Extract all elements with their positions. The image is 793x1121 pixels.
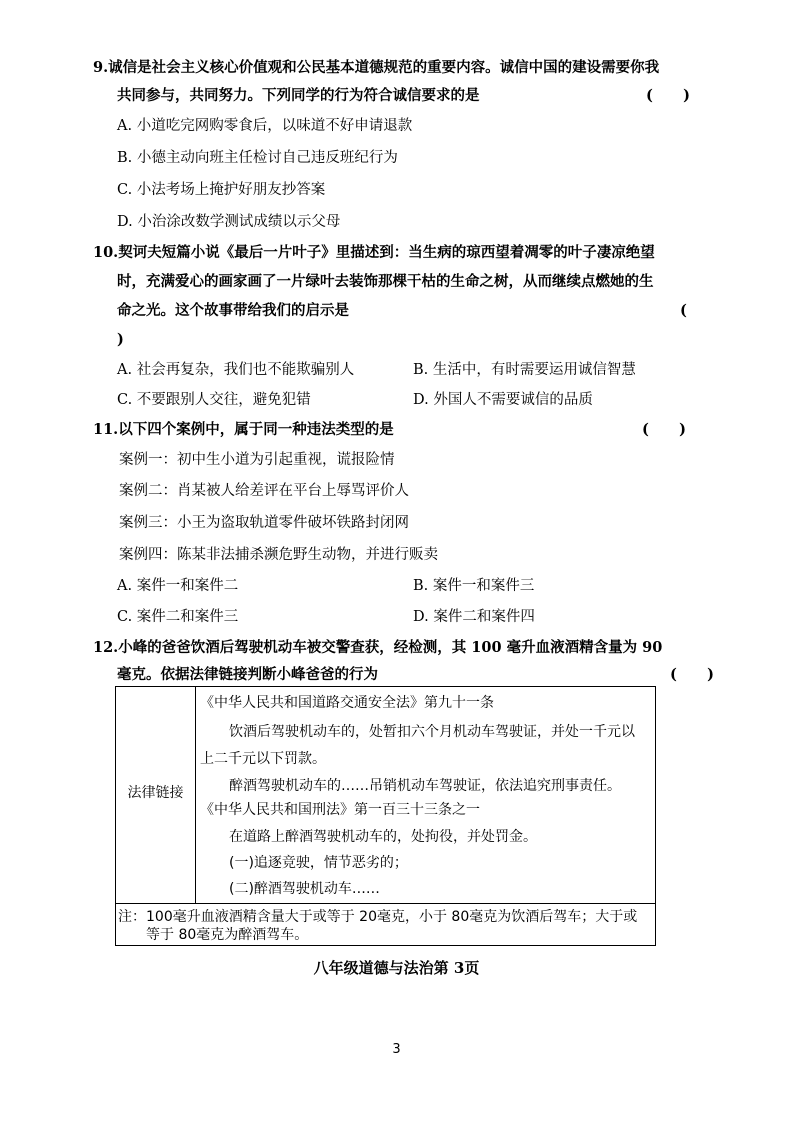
page-footer-title: 八年级道德与法治第 3页 xyxy=(313,959,480,977)
q11-stem: 11.以下四个案例中，属于同一种违法类型的是 xyxy=(93,421,394,438)
law-line-5: 《中华人民共和国刑法》第一百三十三条之一 xyxy=(200,802,480,818)
q12-stem-line1: 12.小峰的爸爸饮酒后驾驶机动车被交警查获，经检测，其 100 毫升血液酒精含量为 90 xyxy=(93,639,663,656)
q11-case-2: 案例二：肖某被人给差评在平台上辱骂评价人 xyxy=(119,483,409,499)
q10-stem-line1: 10.契诃夫短篇小说《最后一片叶子》里描述到：当生病的琼西望着凋零的叶子凄凉绝望 xyxy=(93,244,655,261)
q10-paren-close: ) xyxy=(117,331,124,348)
page-number: 3 xyxy=(392,1042,401,1057)
law-line-6: 在道路上醉酒驾驶机动车的，处拘役，并处罚金。 xyxy=(229,829,537,845)
q10-option-a: A. 社会再复杂，我们也不能欺骗别人 xyxy=(117,362,355,378)
law-line-4: 醉酒驾驶机动车的……吊销机动车驾驶证，依法追究刑事责任。 xyxy=(229,778,621,794)
q9-stem-line2: 共同参与，共同努力。下列同学的行为符合诚信要求的是 xyxy=(117,87,480,104)
q9-option-a: A. 小道吃完网购零食后，以味道不好申请退款 xyxy=(117,118,413,134)
law-line-8: (二)醉酒驾驶机动车…… xyxy=(229,881,380,897)
q10-stem-line2: 时，充满爱心的画家画了一片绿叶去装饰那棵干枯的生命之树，从而继续点燃她的生 xyxy=(117,273,654,290)
q12-answer-paren: ( ) xyxy=(670,666,715,683)
q11-case-3: 案例三：小王为盗取轨道零件破坏铁路封闭网 xyxy=(119,515,409,531)
q10-paren-open: ( xyxy=(680,302,687,319)
q11-option-b: B. 案件一和案件三 xyxy=(413,578,535,594)
q9-option-c: C. 小法考场上掩护好朋友抄答案 xyxy=(117,182,326,198)
q9-option-b: B. 小德主动向班主任检讨自己违反班纪行为 xyxy=(117,150,398,166)
law-note-line-2: 等于 80毫克为醉酒驾车。 xyxy=(146,927,309,943)
q11-option-d: D. 案件二和案件四 xyxy=(413,609,535,625)
q10-option-b: B. 生活中，有时需要运用诚信智慧 xyxy=(413,362,636,378)
law-line-1: 《中华人民共和国道路交通安全法》第九十一条 xyxy=(200,695,494,711)
q9-stem-line1: 9.诚信是社会主义核心价值观和公民基本道德规范的重要内容。诚信中国的建设需要你我 xyxy=(93,59,660,76)
q12-stem-line2: 毫克。依据法律链接判断小峰爸爸的行为 xyxy=(117,666,378,683)
q9-option-d: D. 小治涂改数学测试成绩以示父母 xyxy=(117,214,341,230)
q10-stem-line3: 命之光。这个故事带给我们的启示是 xyxy=(117,302,349,319)
table-horizontal-divider xyxy=(116,903,655,904)
q10-option-c: C. 不要跟别人交往，避免犯错 xyxy=(117,392,311,408)
table-vertical-divider xyxy=(195,687,196,903)
q9-answer-paren: ( ) xyxy=(646,87,691,104)
law-line-2: 饮酒后驾驶机动车的，处暂扣六个月机动车驾驶证，并处一千元以 xyxy=(229,724,635,740)
law-line-3: 上二千元以下罚款。 xyxy=(200,751,326,767)
law-link-label: 法律链接 xyxy=(127,785,184,801)
q11-answer-paren: ( ) xyxy=(642,421,687,438)
q11-option-a: A. 案件一和案件二 xyxy=(117,578,239,594)
q10-option-d: D. 外国人不需要诚信的品质 xyxy=(413,392,593,408)
law-line-7: (一)追逐竞驶，情节恶劣的； xyxy=(229,855,408,871)
q11-case-4: 案例四：陈某非法捕杀濒危野生动物，并进行贩卖 xyxy=(119,547,438,563)
q11-case-1: 案例一：初中生小道为引起重视，谎报险情 xyxy=(119,452,395,468)
law-note-line-1: 注：100毫升血液酒精含量大于或等于 20毫克，小于 80毫克为饮酒后驾车；大于或 xyxy=(118,909,638,925)
law-link-table xyxy=(115,686,656,946)
q11-option-c: C. 案件二和案件三 xyxy=(117,609,239,625)
